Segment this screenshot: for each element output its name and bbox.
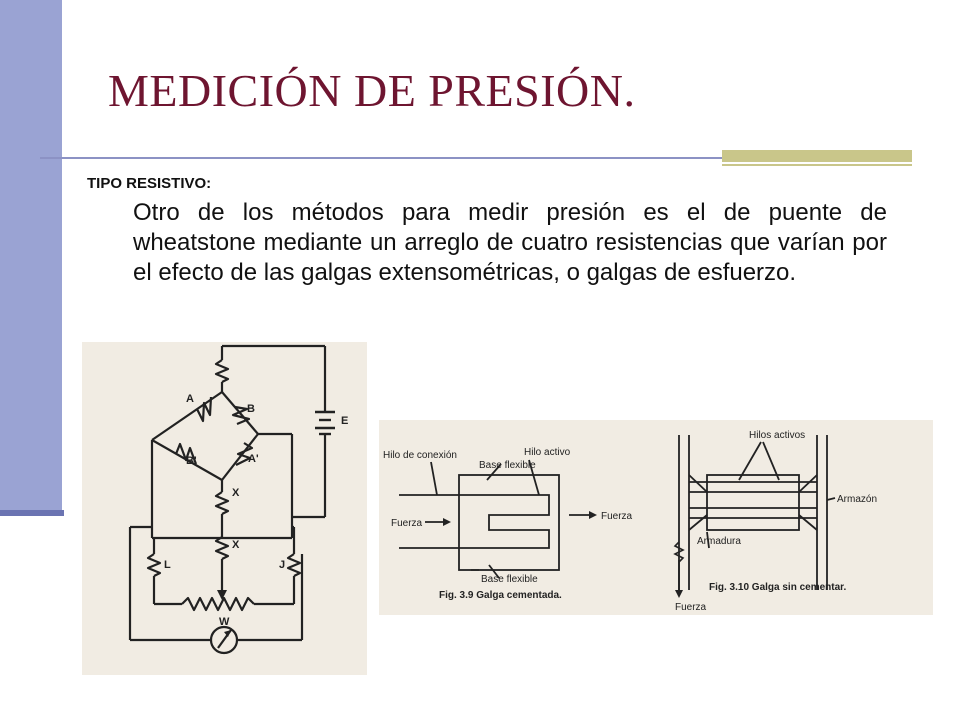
label-armazon: Armazón [837,494,878,505]
strain-gauges-diagram [379,420,933,615]
bridge-label-w: W [219,616,230,628]
wiper-arrow-icon [217,590,227,600]
wheatstone-bridge-diagram [82,342,367,675]
fuerza-down-arrow-icon [675,590,683,598]
slide-title: MEDICIÓN DE PRESIÓN. [108,65,636,116]
section-subtitle: TIPO RESISTIVO: [87,175,212,192]
label-base-flexible-bottom: Base flexible [481,574,538,585]
bridge-label-a-prime: A' [248,453,259,465]
bridge-label-e: E [341,415,349,427]
bridge-label-b: B [247,403,255,415]
accent-bar-underline [722,164,912,166]
caption-fig-3-10: Fig. 3.10 Galga sin cementar. [709,582,847,593]
bridge-label-x1: X [232,487,240,499]
bridge-label-a: A [186,393,194,405]
galvanometer-needle-icon [224,630,231,637]
bridge-label-j: J [279,559,286,571]
left-accent-bar [0,0,62,515]
strain-gauges-figure [379,420,933,615]
label-hilo-activo: Hilo activo [524,447,571,458]
label-hilos-activos: Hilos activos [749,430,806,441]
label-armadura: Armadura [697,536,741,547]
bridge-label-b-prime: B' [186,455,197,467]
body-paragraph: Otro de los métodos para medir presión es el de puente de wheatstone mediante un arreglo de cuatro resistencias que varían por el efecto de las galgas extensométricas, o galgas de esfuerzo. [133,199,887,286]
label-fuerza-left: Fuerza [391,518,423,529]
accent-bar [722,150,912,162]
fuerza-right-arrow-icon [589,511,597,519]
bridge-label-x2: X [232,539,240,551]
fuerza-left-arrow-icon [443,518,451,526]
left-accent-bar-shadow [0,510,64,516]
wheatstone-bridge-figure [82,342,367,675]
label-hilo-conexion: Hilo de conexión [383,450,457,461]
bridge-label-l: L [164,559,171,571]
label-fuerza-fig310: Fuerza [675,602,707,613]
caption-fig-3-9: Fig. 3.9 Galga cementada. [439,590,562,601]
label-fuerza-right: Fuerza [601,511,633,522]
label-base-flexible-top: Base flexible [479,460,536,471]
title-underline [40,157,722,159]
